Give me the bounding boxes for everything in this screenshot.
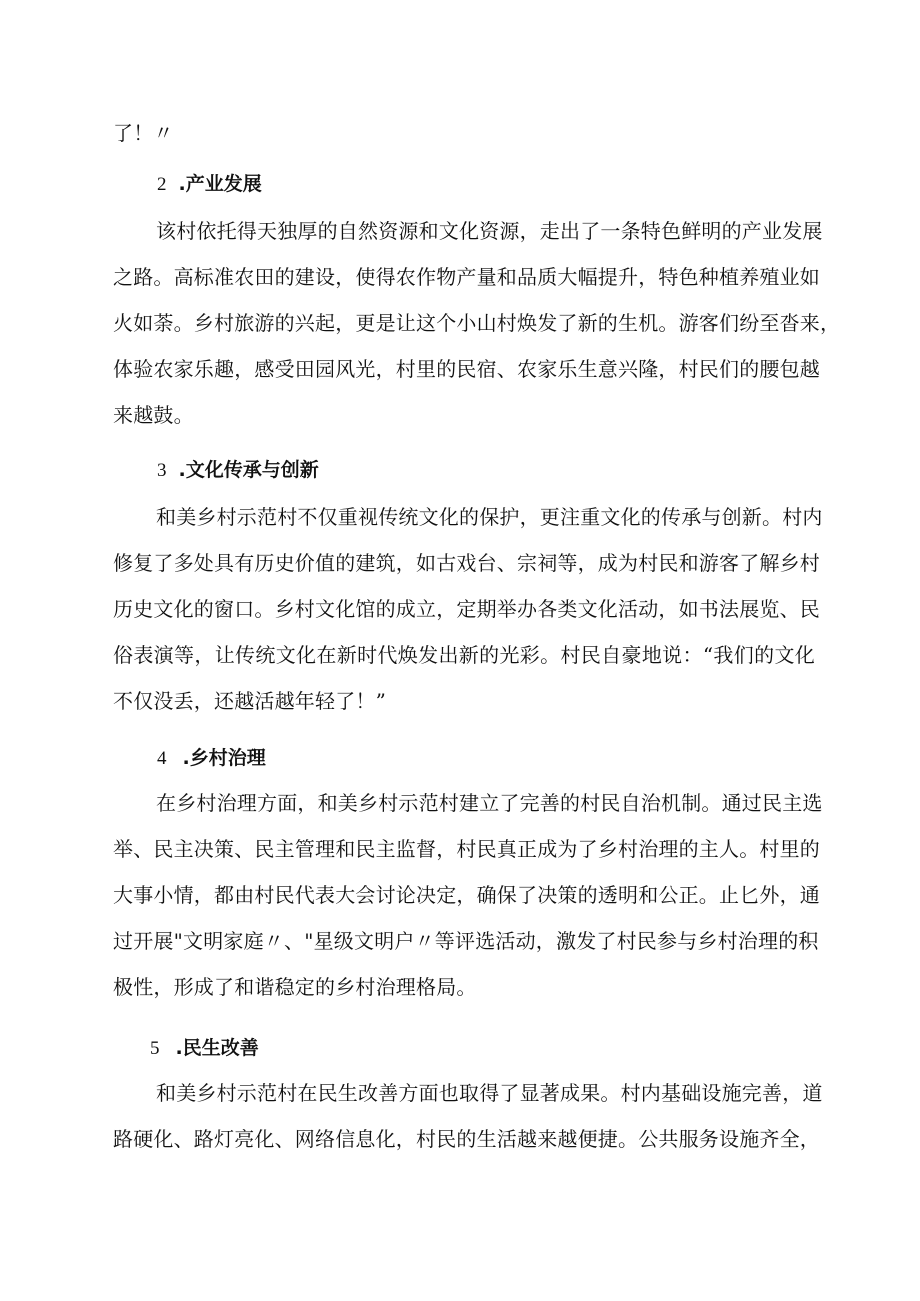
section-title: .文化传承与创新 [178,459,319,481]
paragraph-line: 在乡村治理方面，和美乡村示范村建立了完善的村民自治机制。通过民主选 [156,791,823,815]
paragraph-line: 俗表演等，让传统文化在新时代焕发出新的光彩。村民自豪地说：“我们的文化 [113,643,815,667]
paragraph-line: 大事小情，都由村民代表大会讨论决定，确保了决策的透明和公正。止匕外，通 [113,883,820,907]
section-number: 5 [150,1038,160,1059]
paragraph-line: 之路。高标准农田的建设，使得农作物产量和品质大幅提升，特色种植养殖业如 [113,265,820,289]
section-title: .产业发展 [178,173,262,195]
paragraph-line: 该村依托得天独厚的自然资源和文化资源，走出了一条特色鲜明的产业发展 [156,219,823,243]
paragraph-line: 修复了多处具有历史价值的建筑，如古戏台、宗祠等，成为村民和游客了解乡村 [113,551,820,575]
paragraph-line: 过开展"文明家庭〃、"星级文明户〃等评选活动，激发了村民参与乡村治理的积 [113,929,819,953]
section-number: 4 [157,748,167,769]
section-heading [157,457,319,483]
paragraph-line: 体验农家乐趣，感受田园风光，村里的民宿、农家乐生意兴隆，村民们的腰包越 [113,357,820,381]
paragraph-line: 和美乡村示范村在民生改善方面也取得了显著成果。村内基础设施完善，道 [156,1081,823,1105]
section-number: 2 [157,174,167,195]
paragraph-line: 来越鼓。 [113,403,194,427]
paragraph-line: 火如荼。乡村旅游的兴起，更是让这个小山村焕发了新的生机。游客们纷至沓来， [113,311,841,335]
paragraph-line: 不仅没丢，还越活越年轻了！” [113,689,387,713]
section-heading [157,171,262,197]
paragraph-line: 路硬化、路灯亮化、网络信息化，村民的生活越来越便捷。公共服务设施齐全， [113,1127,820,1151]
paragraph-line: 举、民主决策、民主管理和民主监督，村民真正成为了乡村治理的主人。村里的 [113,837,820,861]
section-heading [157,745,266,771]
section-title: .民生改善 [175,1037,259,1059]
intro-tail-line: 了！〃 [113,121,174,145]
paragraph-line: 和美乡村示范村不仅重视传统文化的保护，更注重文化的传承与创新。村内 [156,505,823,529]
section-heading [150,1035,259,1061]
section-number: 3 [157,460,167,481]
paragraph-line: 极性，形成了和谐稳定的乡村治理格局。 [113,975,477,999]
section-title: .乡村治理 [182,747,266,769]
paragraph-line: 历史文化的窗口。乡村文化馆的成立，定期举办各类文化活动，如书法展览、民 [113,597,820,621]
